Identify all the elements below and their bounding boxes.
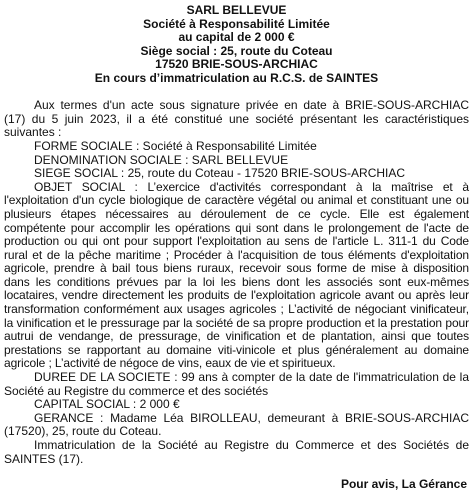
- signature: Pour avis, La Gérance: [340, 477, 467, 492]
- company-name: SARL BELLEVUE: [186, 3, 287, 17]
- denomination-paragraph: DENOMINATION SOCIALE : SARL BELLEVUE: [34, 152, 289, 167]
- forme-sociale-paragraph: FORME SOCIALE : Société à Responsabilité Limitée: [34, 138, 317, 153]
- registration-status: En cours d’immatriculation au R.C.S. de SAINTES: [94, 70, 379, 85]
- siege-paragraph: SIEGE SOCIAL : 25, route du Coteau - 17520 BRIE-SOUS-ARCHIAC: [34, 166, 406, 181]
- legal-form: Société à Responsabilité Limitée: [143, 16, 330, 31]
- capital-paragraph: CAPITAL SOCIAL : 2 000 €: [34, 397, 180, 412]
- notice-header: [4, 4, 469, 86]
- share-capital: au capital de 2 000 €: [178, 30, 295, 45]
- gerance-paragraph: GERANCE : Madame Léa BIROLLEAU, demeurant à BRIE-SOUS-ARCHIAC (17520), 25, route du Coteau.: [4, 410, 469, 439]
- intro-paragraph: Aux termes d'un acte sous signature privée en date à BRIE-SOUS-ARCHIAC (17) du 5 juin 2023, il a été constitué une société présentant les caractéristiques suivantes :: [4, 98, 469, 140]
- objet-social-paragraph: OBJET SOCIAL : L’exercice d'activités correspondant à la maîtrise et à l'exploitation d'un cycle biologique de caractère végétal ou animal et constituant une ou plusieurs étapes nécessaires au déroulement de ce cycle. Elle est également compétente pour accomplir les opérations qui sont dans le prolongement de l'acte de production ou qui ont pour support l'exploitation au sens de l'article L. 311-1 du Code rural et de la pêche maritime ; Procéder à l'acquisition de tous éléments d'exploitation agricole, prendre à bail tous biens ruraux, recevoir sous forme de mise à disposition dans les conditions prévues par la loi les biens dont les associés sont eux-mêmes locataires, vendre directement les produits de l'exploitation agricole avant ou après leur transformation conformément aux usages agricoles ; L’activité de négociant vinificateur, la vinification et le pressurage par la société de sa propre production et la prestation pour autrui de vendange, de pressurage, de vinification et de plantation, ainsi que toutes prestations se rapportant au domaine viti-vinicole et plus généralement au domaine agricole ; L’activité de négoce de vins, eaux de vie et spiritueux.: [4, 179, 469, 371]
- immatriculation-paragraph: Immatriculation de la Société au Registre du Commerce et des Sociétés de SAINTES (17).: [4, 438, 469, 466]
- head-office: Siège social : 25, route du Coteau: [140, 43, 333, 58]
- notice-body: [4, 99, 469, 466]
- duree-paragraph: DUREE DE LA SOCIETE : 99 ans à compter de la date de l'immatriculation de la Société au Registre du commerce et des sociétés: [4, 370, 469, 398]
- head-office-city: 17520 BRIE-SOUS-ARCHIAC: [155, 57, 318, 72]
